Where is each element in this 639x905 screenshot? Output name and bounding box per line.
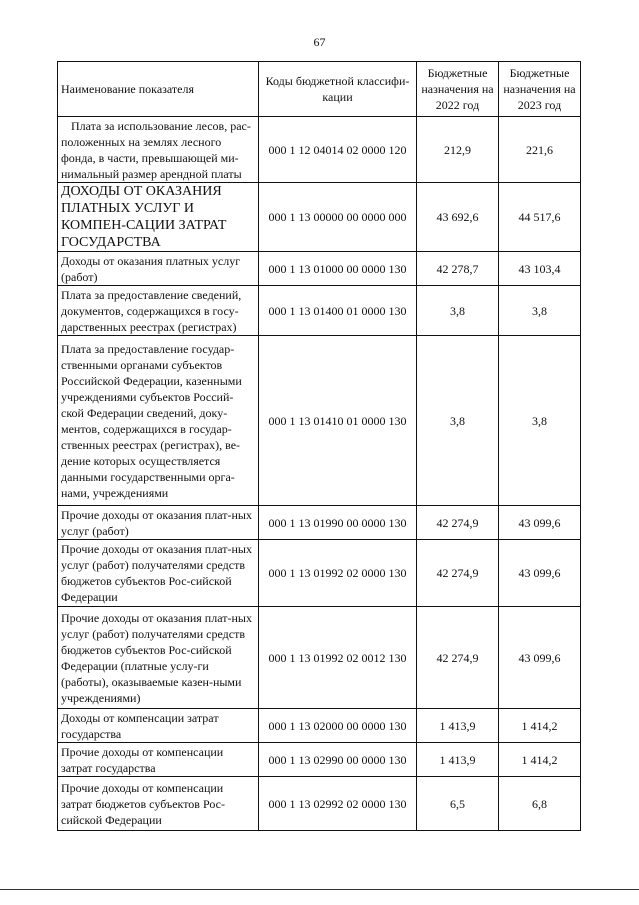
page-number: 67 — [313, 35, 326, 49]
row-value-2023: 43 099,6 — [499, 540, 581, 607]
row-code: 000 1 13 02992 02 0000 130 — [259, 777, 417, 831]
table-row — [58, 286, 581, 336]
table-row — [58, 252, 581, 286]
table-row — [58, 336, 581, 506]
header-code: Коды бюджетной классифи-кации — [259, 62, 417, 117]
row-code: 000 1 13 01992 02 0000 130 — [259, 540, 417, 607]
row-name: Прочие доходы от компенсации затрат государства — [58, 743, 259, 777]
row-code: 000 1 13 02000 00 0000 130 — [259, 709, 417, 743]
row-value-2023: 6,8 — [499, 777, 581, 831]
table-row — [58, 777, 581, 831]
row-value-2023: 3,8 — [499, 286, 581, 336]
table-row — [58, 540, 581, 607]
row-code: 000 1 13 01000 00 0000 130 — [259, 252, 417, 286]
row-name: Прочие доходы от оказания плат-ных услуг (работ) получателями средств бюджетов субъектов Рос-сийской Федерации (платные услу-ги (работы), оказываемые казен-ными учреждениями) — [58, 607, 259, 709]
row-value-2022: 43 692,6 — [417, 183, 499, 252]
row-code: 000 1 12 04014 02 0000 120 — [259, 117, 417, 183]
row-value-2023: 1 414,2 — [499, 709, 581, 743]
row-value-2023: 44 517,6 — [499, 183, 581, 252]
table-row — [58, 607, 581, 709]
header-budget-2022: Бюджетные назначения на 2022 год — [417, 62, 499, 117]
row-code: 000 1 13 01410 01 0000 130 — [259, 336, 417, 506]
budget-table — [57, 61, 581, 831]
row-value-2022: 1 413,9 — [417, 709, 499, 743]
row-value-2022: 42 278,7 — [417, 252, 499, 286]
row-value-2023: 1 414,2 — [499, 743, 581, 777]
row-value-2023: 43 099,6 — [499, 607, 581, 709]
row-value-2022: 6,5 — [417, 777, 499, 831]
bottom-rule — [0, 889, 639, 890]
row-value-2023: 43 099,6 — [499, 506, 581, 540]
row-code: 000 1 13 00000 00 0000 000 — [259, 183, 417, 252]
row-code: 000 1 13 01992 02 0012 130 — [259, 607, 417, 709]
row-name: Плата за предоставление государ-ственными органами субъектов Российской Федерации, казенными учреждениями субъектов Россий-ской Федерации сведений, доку-ментов, содержащихся в государ-ственных реестрах (регистрах), ве-дение которых осуществляется данными государственными орга-нами, учреждениями — [58, 336, 259, 506]
row-code: 000 1 13 02990 00 0000 130 — [259, 743, 417, 777]
row-value-2022: 42 274,9 — [417, 506, 499, 540]
row-value-2022: 212,9 — [417, 117, 499, 183]
row-value-2022: 42 274,9 — [417, 540, 499, 607]
table-row — [58, 183, 581, 252]
row-name: ДОХОДЫ ОТ ОКАЗАНИЯ ПЛАТНЫХ УСЛУГ И КОМПЕН-САЦИИ ЗАТРАТ ГОСУДАРСТВА — [58, 183, 259, 252]
table-header-row — [58, 62, 581, 117]
row-value-2022: 42 274,9 — [417, 607, 499, 709]
row-name: Доходы от оказания платных услуг (работ) — [58, 252, 259, 286]
row-name: Плата за предоставление сведений, документов, содержащихся в госу-дарственных реестрах (регистрах) — [58, 286, 259, 336]
row-value-2022: 3,8 — [417, 286, 499, 336]
header-budget-2023: Бюджетные назначения на 2023 год — [499, 62, 581, 117]
row-code: 000 1 13 01990 00 0000 130 — [259, 506, 417, 540]
table-row — [58, 709, 581, 743]
header-name: Наименование показателя — [58, 62, 259, 117]
row-name: Прочие доходы от компенсации затрат бюджетов субъектов Рос-сийской Федерации — [58, 777, 259, 831]
table-row — [58, 506, 581, 540]
table-row — [58, 117, 581, 183]
table-row — [58, 743, 581, 777]
row-value-2023: 43 103,4 — [499, 252, 581, 286]
row-name: Плата за использование лесов, рас-положенных на землях лесного фонда, в части, превышающей ми-нимальный размер арендной платы — [58, 117, 259, 183]
row-code: 000 1 13 01400 01 0000 130 — [259, 286, 417, 336]
row-name: Прочие доходы от оказания плат-ных услуг (работ) — [58, 506, 259, 540]
row-value-2022: 1 413,9 — [417, 743, 499, 777]
row-value-2023: 221,6 — [499, 117, 581, 183]
row-value-2022: 3,8 — [417, 336, 499, 506]
row-value-2023: 3,8 — [499, 336, 581, 506]
row-name: Прочие доходы от оказания плат-ных услуг (работ) получателями средств бюджетов субъектов Рос-сийской Федерации — [58, 540, 259, 607]
row-name: Доходы от компенсации затрат государства — [58, 709, 259, 743]
